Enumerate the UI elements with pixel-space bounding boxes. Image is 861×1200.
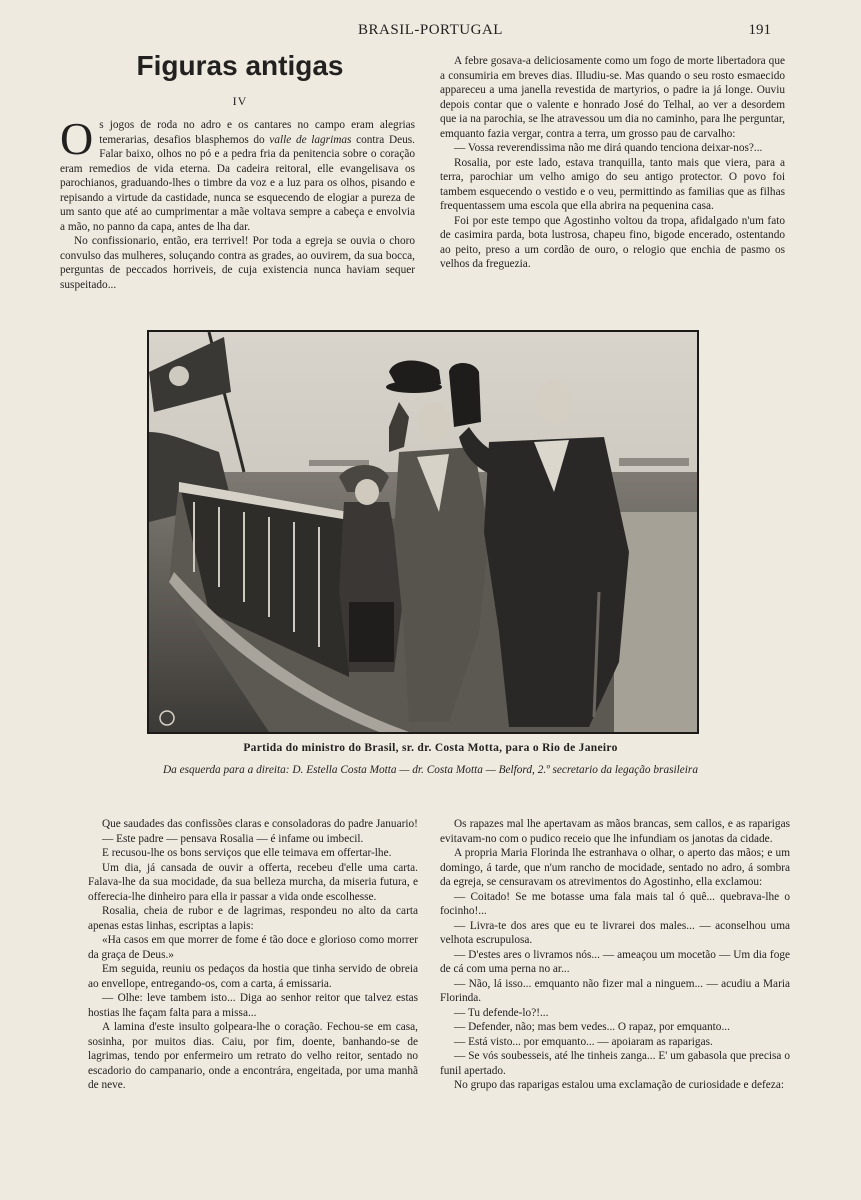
paragraph: No confissionario, então, era terrivel! Por toda a egreja se ouvia o choro convulso das mulheres, soluçando contra as grades, ao ouvirem, da sua bocca, perguntas de peccados horriveis, de cuja existencia nunca haviam sequer suspeitado... [60, 235, 415, 291]
text-column-top-right [440, 54, 785, 272]
paragraph: A lamina d'este insulto golpeara-lhe o coração. Fechou-se em casa, sosinha, por muitos dias. Caiu, por fim, doente, banhando-se de lagrimas, tendo por enfermeiro um retrato do velho reitor, sentado no escadorio do campanario, onde a encontrára, engeitada, por uma manhã de neve. [88, 1021, 418, 1091]
drop-cap: O [60, 113, 94, 164]
paragraph: Que saudades das confissões claras e consoladoras do padre Januario! [102, 818, 418, 830]
paragraph: — Livra-te dos ares que eu te livrarei dos males... — aconselhou uma velhota escrupulosa. [440, 919, 790, 946]
boat-departure-photo [149, 332, 697, 732]
photo-caption: Partida do ministro do Brasil, sr. dr. Costa Motta, para o Rio de Janeiro [243, 742, 618, 754]
text-run: contra Deus. Falar baixo, olhos no pó e a pedra fria da penitencia sobre o coração eram remedios de vida eterna. Da cadeira reitoral, elle evangelisava os parochianos, graduando-lhes o timbre da voz e a luz para os olhos, pisando e repisando a virtude da castidade, nunca se esquecendo de elogiar a pureza de um santo que até ao cumprimentar a mãe voltava sempre a cabeça e envolvia a mão, no panno da capa, antes de lha dar. [60, 133, 415, 233]
paragraph: Um dia, já cansada de ouvir a offerta, recebeu d'elle uma carta. Falava-lhe da sua mocidade, da sua belleza murcha, da miseria futura, e offerecia-lhe dinheiro para ella ir passar a vida onde escolhesse. [88, 861, 418, 903]
paragraph: A propria Maria Florinda lhe estranhava o olhar, o aperto das mãos; e um domingo, á tarde, que n'um rancho de mocidade, sentado no adro, á sombra da egreja, se censuravam os atrevimentos do Agostinho, ella exclamou: [440, 847, 790, 888]
running-header: BRASIL-PORTUGAL [358, 22, 503, 38]
paragraph: «Ha casos em que morrer de fome é tão doce e glorioso como morrer da graça de Deus.» [88, 934, 418, 961]
italic-phrase: valle de lagrimas [269, 133, 352, 146]
paragraph: No grupo das raparigas estalou uma exclamação de curiosidade e defeza: [454, 1079, 784, 1091]
page-number: 191 [748, 22, 771, 38]
text-run: s jogos de roda no adro e os cantares no campo eram alegrias temerarias, desafios blasphemos do [99, 119, 415, 146]
paragraph: E recusou-lhe os bons serviços que elle teimava em offertar-lhe. [102, 847, 392, 859]
paragraph: A febre gosava-a deliciosamente como um fogo de morte libertadora que a consumiria em breves dias. Illudiu-se. Mas quando o seu rosto esmaecido appareceu a uma janella revestida de martyrios, o padre ia já longe. Ouviu depois contar que o valente e honrado José do Telhal, ao ver a desordem que ia na parochia, se lhe atravessou um dia no caminho, para lhe perguntar, emquanto fazia vergar, contra a terra, um grosso pau de carvalho: [440, 55, 785, 140]
text-column-bottom-left [88, 817, 418, 1093]
paragraph: Em seguida, reuniu os pedaços da hostia que tinha servido de obreia ao envellope, entregando-os, com a carta, á emissaria. [88, 963, 418, 990]
text-column-bottom-right [440, 817, 790, 1093]
text-column-top-left [60, 113, 415, 292]
paragraph: Foi por este tempo que Agostinho voltou da tropa, afidalgado n'um fato de casimira parda, bota lustrosa, chapeu fino, bigode encerado, ostentando ao peito, preso a um cordão de ouro, o relogio que enchia de pasmo os velhos da freguezia. [440, 214, 785, 270]
paragraph: — Vossa reverendissima não me dirá quando tenciona deixar-nos?... [454, 142, 763, 154]
article-title: Figuras antigas [136, 50, 344, 81]
paragraph: — Este padre — pensava Rosalia — é infame ou imbecil. [102, 832, 364, 845]
paragraph: — Olhe: leve tambem isto... Diga ao senhor reitor que talvez estas hostias lhe façam falta para a missa... [88, 992, 418, 1019]
paragraph: — D'estes ares o livramos nós... — ameaçou um mocetão — Um dia foge de cá com uma perna no ar... [440, 948, 790, 975]
paragraph: — Está visto... por emquanto... — apoiaram as raparigas. [454, 1035, 713, 1048]
photograph [147, 330, 699, 734]
paragraph: — Defender, não; mas bem vedes... O rapaz, por emquanto... [454, 1021, 730, 1033]
paragraph: — Coitado! Se me botasse uma fala mais tal ó quê... quebrava-lhe o focinho!... [440, 890, 790, 917]
paragraph: — Se vós soubesseis, até lhe tinheis zanga... E' um gabasola que precisa o funil apertado. [440, 1050, 790, 1077]
paragraph: — Não, lá isso... emquanto não fizer mal a ninguem... — acudiu a Maria Florinda. [440, 977, 790, 1004]
chapter-number: IV [232, 94, 248, 108]
photo-subcaption: Da esquerda para a direita: D. Estella Costa Motta — dr. Costa Motta — Belford, 2.º secretario da legação brasileira [163, 764, 698, 776]
paragraph: Rosalia, cheia de rubor e de lagrimas, respondeu no alto da carta apenas estas linhas, escriptas a lapis: [88, 905, 418, 932]
paragraph [60, 113, 415, 234]
paragraph: Os rapazes mal lhe apertavam as mãos brancas, sem callos, e as raparigas evitavam-no com o pudico receio que lhe infundiam os janotas da cidade. [440, 818, 790, 845]
paragraph: — Tu defende-lo?!... [454, 1006, 549, 1019]
paragraph: Rosalia, por este lado, estava tranquilla, tanto mais que viera, para a terra, parochiar um velho amigo do seu antigo protector. O povo foi tambem esquecendo o vestido e o veu, permittindo as familias que as filhas frequentassem uma escola que ella abrira na pequenina casa. [440, 156, 785, 212]
